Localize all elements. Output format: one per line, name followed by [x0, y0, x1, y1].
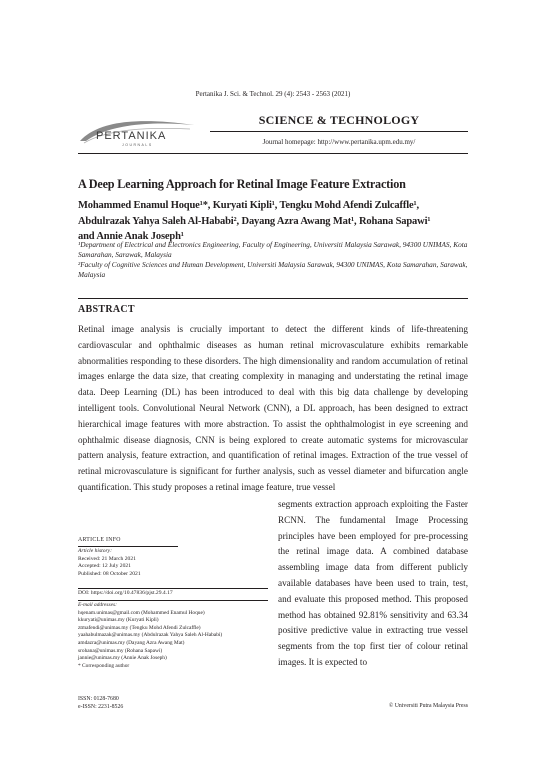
journal-homepage: Journal homepage: http://www.pertanika.upm.edu.my/ [262, 138, 416, 146]
email-addresses [78, 602, 273, 670]
header-divider [210, 131, 468, 132]
logo-subtitle: JOURNALS [122, 143, 153, 147]
corresponding-author-note: * Corresponding author [78, 662, 130, 669]
email-label: E-mail addresses: [78, 602, 117, 608]
author-line: Mohammed Enamul Hoque¹*, Kuryati Kipli¹, Tengku Mohd Afendi Zulcaffle¹, [78, 200, 419, 211]
article-info-heading: ARTICLE INFO [78, 537, 121, 543]
article-history [78, 548, 268, 578]
affiliations [78, 240, 470, 280]
author-line: Abdulrazak Yahya Saleh Al-Hababi², Dayang Azra Awang Mat¹, Rohana Sapawi¹ [78, 215, 431, 227]
email-item[interactable]: yaahabulmazak@unimas.my (Abdulrazak Yahya Saleh Al-Hababi) [78, 632, 223, 639]
email-item[interactable]: srohana@unimas.my (Rohana Sapawi) [78, 647, 163, 654]
abstract-top-rule [78, 298, 468, 299]
journal-citation: Pertanika J. Sci. & Technol. 29 (4): 2543 - 2563 (2021) [195, 90, 351, 98]
doi-link[interactable]: DOI: https://doi.org/10.47836/pjst.29.4.17 [78, 590, 173, 596]
eissn: e-ISSN: 2231-8526 [78, 704, 124, 710]
abstract-heading: ABSTRACT [78, 304, 135, 315]
email-item[interactable]: jannie@unimas.my (Annie Anak Joseph) [78, 655, 167, 662]
history-label: Article history: [78, 548, 113, 554]
copyright: © Universiti Putra Malaysia Press [388, 703, 468, 709]
journal-title: SCIENCE & TECHNOLOGY [258, 113, 420, 127]
author-list [78, 198, 473, 245]
article-info-rule [78, 546, 178, 547]
affiliation-1: ¹Department of Electrical and Electronics Engineering, Faculty of Engineering, Universiti Malaysia Sarawak, 94300 UNIMAS, Kota Samarahan, Sarawak, Malaysia [78, 240, 468, 259]
email-item[interactable]: ztmafendi@unimas.my (Tengku Mohd Afendi Zulcaffle) [78, 624, 201, 631]
author-line: and Annie Anak Joseph¹ [78, 231, 184, 242]
email-item[interactable]: amdazra@unimas.my (Dayang Azra Awang Mat) [78, 639, 185, 646]
issn: ISSN: 0128-7680 [78, 696, 119, 702]
email-item[interactable]: hqenam.unimas@gmail.com (Mohammed Enamul Hoque) [78, 609, 205, 616]
doi-top-rule [78, 588, 268, 589]
abstract-text-column: segments extraction approach exploiting the Faster RCNN. The fundamental Image Processing principles have been employed for pre-processing the retinal image data. A combined database assembling image data from different publicly available databases have been used to train, test, and evaluate this proposed method. This proposed method has obtained 92.81% sensitivity and 63.34 positive predictive value in extracting true vessel segments from the top first tier of colour retinal images. It is expected to [278, 499, 468, 667]
email-item[interactable]: kkuryati@unimas.my (Kuryati Kipli) [78, 617, 159, 624]
header-bottom-rule [78, 153, 468, 154]
published-date: Published: 08 October 2021 [78, 570, 141, 577]
accepted-date: Accepted: 12 July 2021 [78, 563, 131, 570]
logo-wordmark: PERTANIKA [96, 130, 167, 142]
doi-bottom-rule [78, 600, 268, 601]
affiliation-2: ²Faculty of Cognitive Sciences and Human Development, Universiti Malaysia Sarawak, 94300 UNIMAS, Kota Samarahan, Sarawak, Malaysia [78, 260, 468, 279]
abstract-text: Retinal image analysis is crucially important to detect the different kinds of life-threatening cardiovascular and ophthalmic diseases as human retinal microvasculature exhibits remarkable abnormalities responding to these disorders. The high dimensionality and random accumulation of retinal images enlarge the data size, that creating complexity in managing and understating the retinal image data. Deep Learning (DL) has been introduced to deal with this big data challenge by developing intelligent tools. Convolutional Neural Network (CNN), a DL approach, has been designed to extract hierarchical image features with more abstraction. To assist the ophthalmologist in eye screening and ophthalmic disease diagnosis, CNN is being explored to create automatic systems for microvascular pattern analysis, feature extraction, and quantification of retinal images. Extraction of the true vessel of retinal microvasculature is significant for further analysis, such as vessel diameter and bifurcation angle quantification. This study proposes a retinal image feature, true vessel [78, 324, 468, 492]
paper-title: A Deep Learning Approach for Retinal Image Feature Extraction [78, 177, 406, 191]
issn-block [78, 695, 198, 711]
received-date: Received: 21 March 2021 [78, 555, 136, 562]
pertanika-logo [78, 119, 196, 147]
